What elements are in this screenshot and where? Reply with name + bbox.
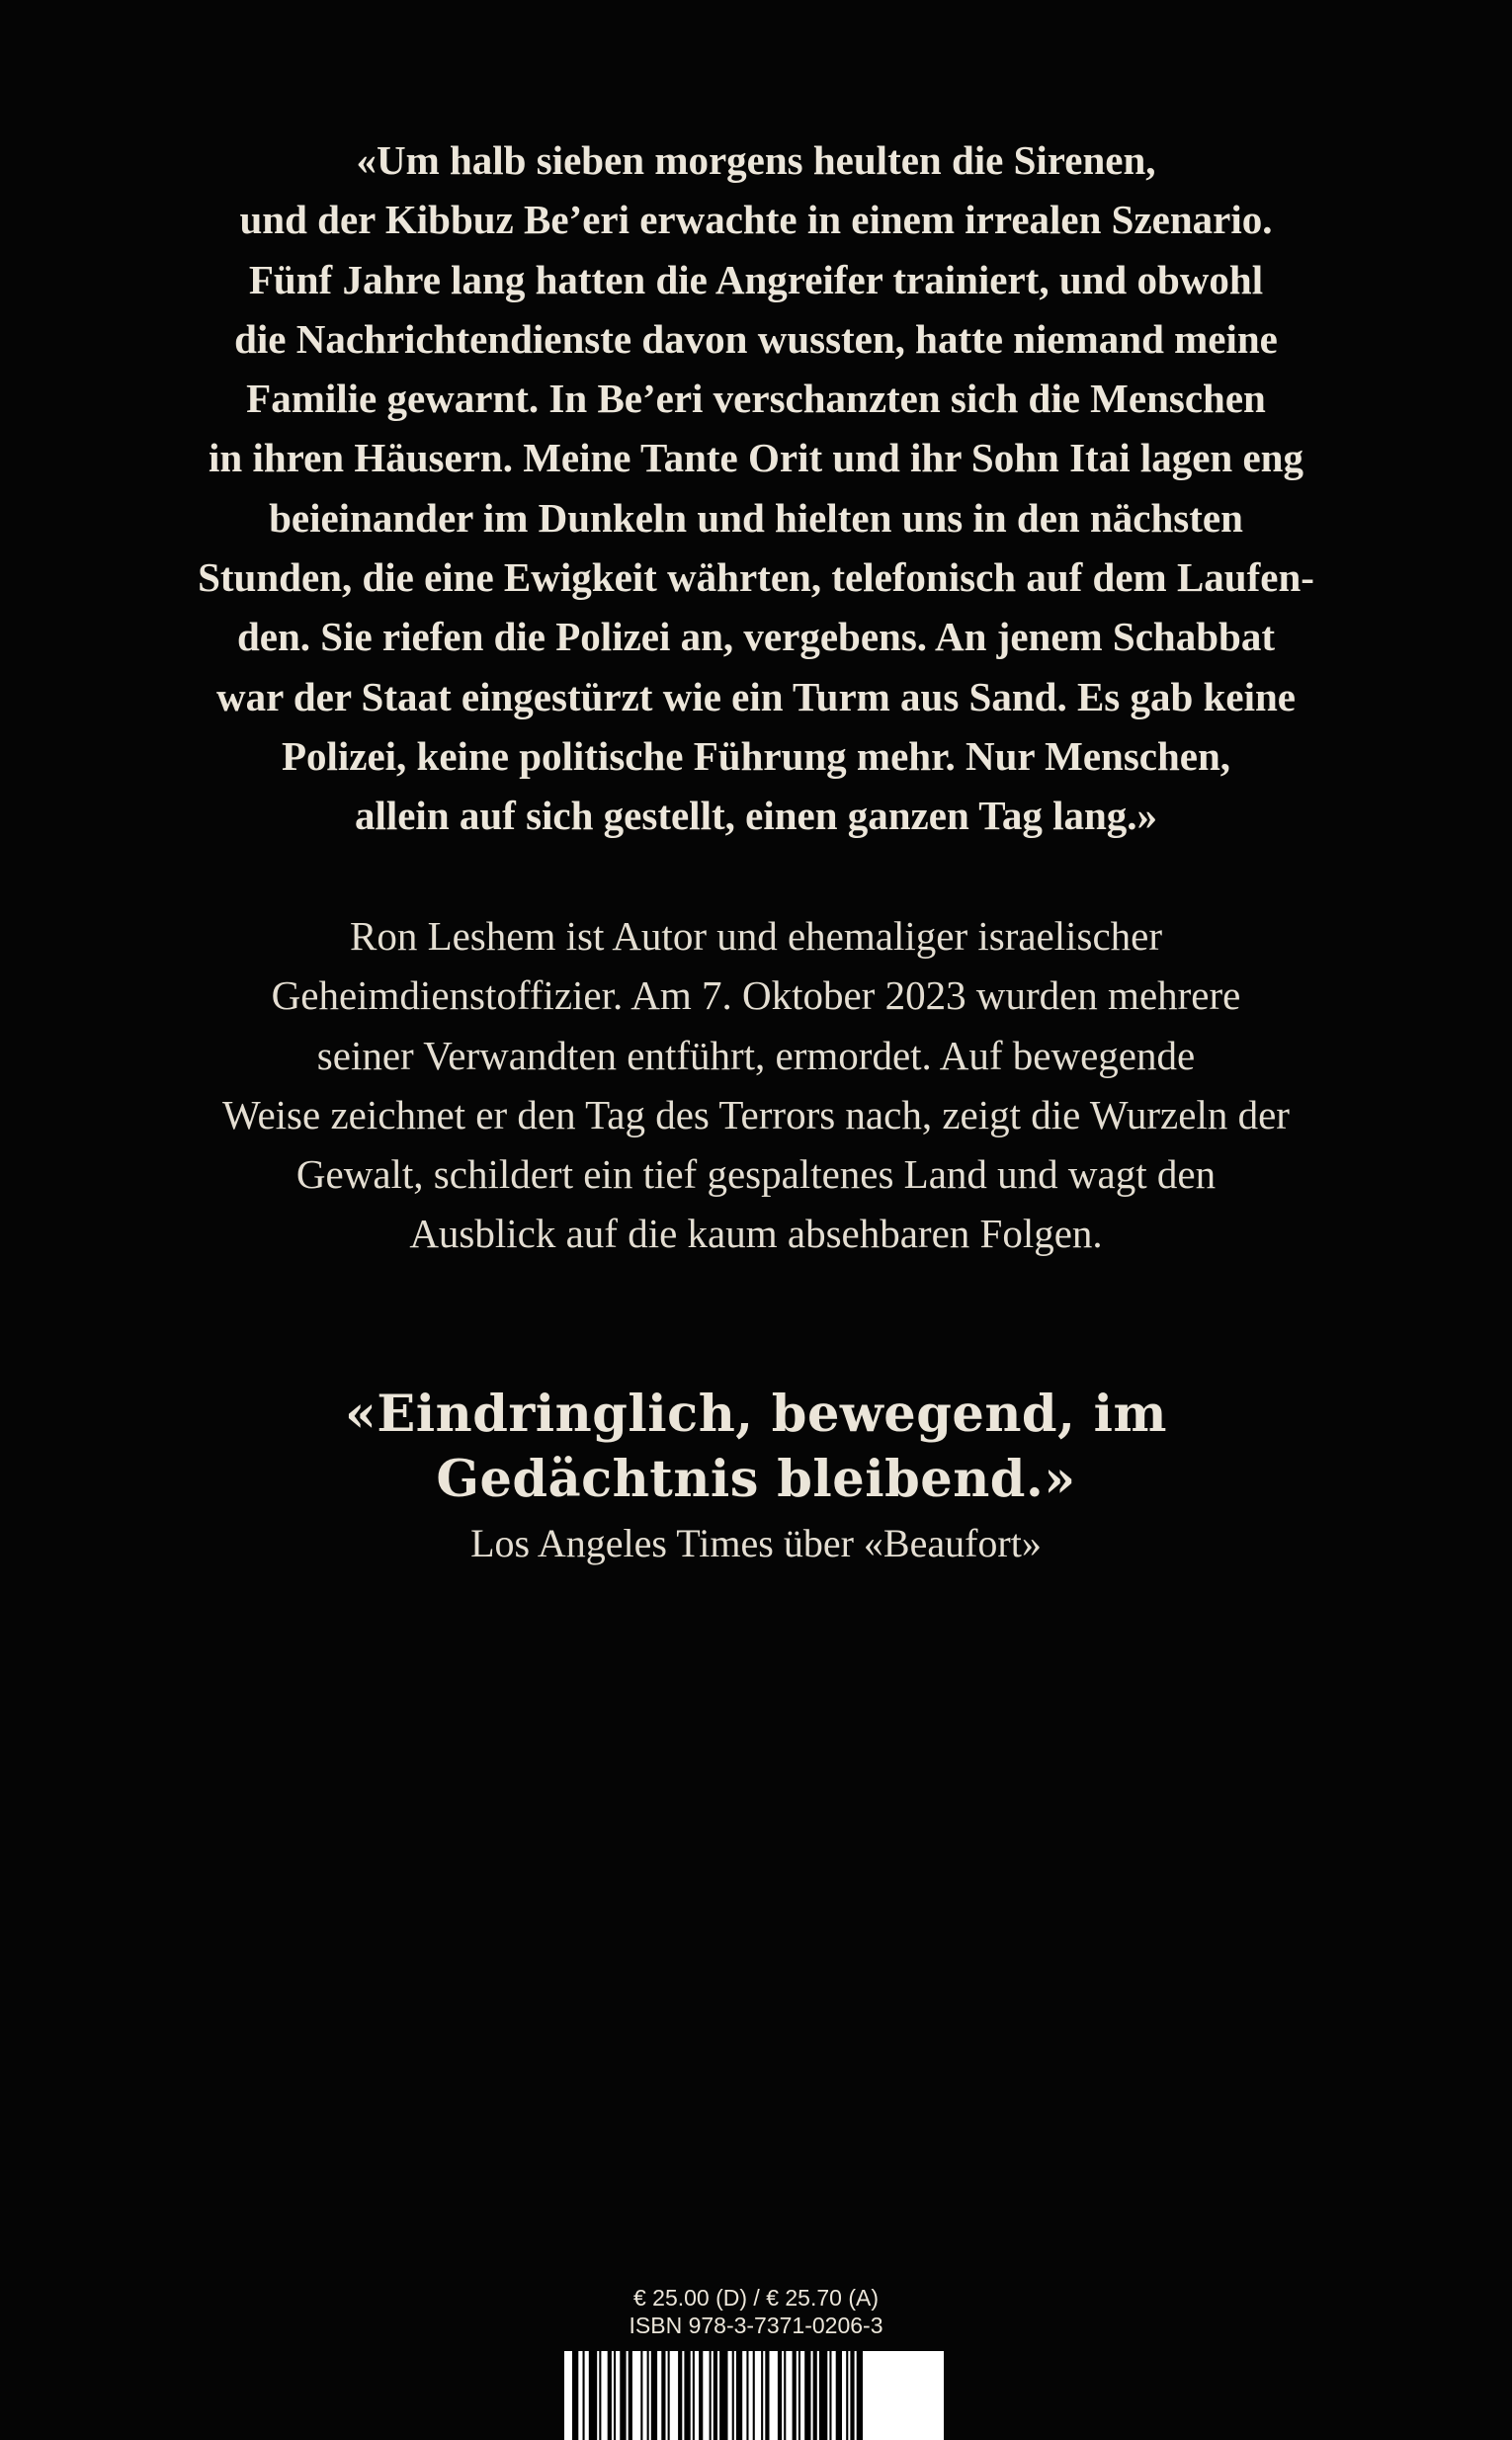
barcode-bar xyxy=(778,2351,782,2440)
barcode-bar xyxy=(572,2351,578,2440)
quote-line: in ihren Häusern. Meine Tante Orit und ihr Sohn Itai lagen eng xyxy=(209,435,1303,481)
barcode-graphic xyxy=(564,2351,944,2440)
review-quote-line: Gedächtnis bleibend.» xyxy=(436,1450,1076,1509)
barcode-bar xyxy=(647,2351,649,2440)
barcode-bar xyxy=(608,2351,612,2440)
barcode-bar xyxy=(804,2351,810,2440)
barcode-bar xyxy=(719,2351,727,2440)
quote-line: «Um halb sieben morgens heulten die Sirenen, xyxy=(356,137,1156,183)
quote-line: Stunden, die eine Ewigkeit währten, telefonisch auf dem Laufen- xyxy=(198,554,1314,601)
quote-line: war der Staat eingestürzt wie ein Turm aus Sand. Es gab keine xyxy=(216,673,1296,719)
barcode-bar xyxy=(699,2351,703,2440)
quote-line: Familie gewarnt. In Be’eri verschanzten sich die Menschen xyxy=(246,376,1266,422)
barcode-bar xyxy=(846,2351,848,2440)
barcode-bar xyxy=(850,2351,854,2440)
barcode-bar xyxy=(614,2351,616,2440)
quote-line: den. Sie riefen die Polizei an, vergebens. An jenem Schabbat xyxy=(236,614,1275,660)
description-line: Geheimdienstoffizier. Am 7. Oktober 2023 wurden mehrere xyxy=(271,972,1241,1019)
description-line: Gewalt, schildert ein tief gespaltenes Land und wagt den xyxy=(295,1151,1217,1198)
isbn-label: ISBN 978-3-7371-0206-3 xyxy=(629,2313,883,2338)
press-review xyxy=(109,1382,1403,1571)
barcode-bar xyxy=(661,2351,665,2440)
barcode-bar xyxy=(668,2351,670,2440)
barcode-bar xyxy=(857,2351,863,2440)
description-line: Ron Leshem ist Autor und ehemaliger israelischer xyxy=(349,913,1163,959)
book-description xyxy=(109,906,1403,1264)
barcode-bar xyxy=(620,2351,626,2440)
barcode-bar xyxy=(784,2351,786,2440)
barcode-bar xyxy=(732,2351,734,2440)
barcode-bar xyxy=(798,2351,800,2440)
barcode-bar xyxy=(684,2351,690,2440)
barcode-bar xyxy=(583,2351,585,2440)
description-line: Ausblick auf die kaum absehbaren Folgen. xyxy=(409,1211,1103,1257)
barcode-bar xyxy=(793,2351,797,2440)
barcode-bar xyxy=(714,2351,717,2440)
barcode-bar xyxy=(736,2351,742,2440)
review-source: Los Angeles Times über «Beaufort» xyxy=(470,1521,1042,1565)
quote-line: Polizei, keine politische Führung mehr. Nur Menschen, xyxy=(281,732,1231,779)
barcode-bar xyxy=(640,2351,642,2440)
barcode-image xyxy=(564,2351,944,2440)
barcode-bar xyxy=(761,2351,763,2440)
quote-line: allein auf sich gestellt, einen ganzen Tag lang.» xyxy=(354,793,1158,839)
barcode-bar xyxy=(836,2351,842,2440)
barcode-bar xyxy=(813,2351,817,2440)
barcode-bar xyxy=(693,2351,695,2440)
price-info xyxy=(460,2284,1052,2339)
quote-line: die Nachrichtendienste davon wussten, hatte niemand meine xyxy=(234,315,1278,362)
quote-line: Fünf Jahre lang hatten die Angreifer trainiert, und obwohl xyxy=(248,256,1264,302)
barcode-bar xyxy=(589,2351,597,2440)
excerpt-quote xyxy=(109,130,1403,846)
price-label: € 25.00 (D) / € 25.70 (A) xyxy=(632,2285,879,2311)
description-line: seiner Verwandten entführt, ermordet. Auf bewegende xyxy=(316,1032,1196,1078)
barcode-bar xyxy=(710,2351,712,2440)
quote-line: beieinander im Dunkeln und hielten uns in den nächsten xyxy=(269,494,1243,541)
barcode-bar xyxy=(678,2351,682,2440)
barcode-bar xyxy=(819,2351,827,2440)
barcode-bar xyxy=(753,2351,755,2440)
barcode-bar xyxy=(765,2351,769,2440)
barcode-bar xyxy=(599,2351,601,2440)
barcode-bar xyxy=(829,2351,831,2440)
quote-line: und der Kibbuz Be’eri erwachte in einem irrealen Szenario. xyxy=(239,197,1273,243)
barcode-bar xyxy=(746,2351,748,2440)
review-quote-line: «Eindringlich, bewegend, im xyxy=(345,1385,1167,1444)
description-line: Weise zeichnet er den Tag des Terrors nach, zeigt die Wurzeln der xyxy=(222,1091,1290,1137)
barcode-bar xyxy=(651,2351,657,2440)
barcode-bar xyxy=(629,2351,632,2440)
